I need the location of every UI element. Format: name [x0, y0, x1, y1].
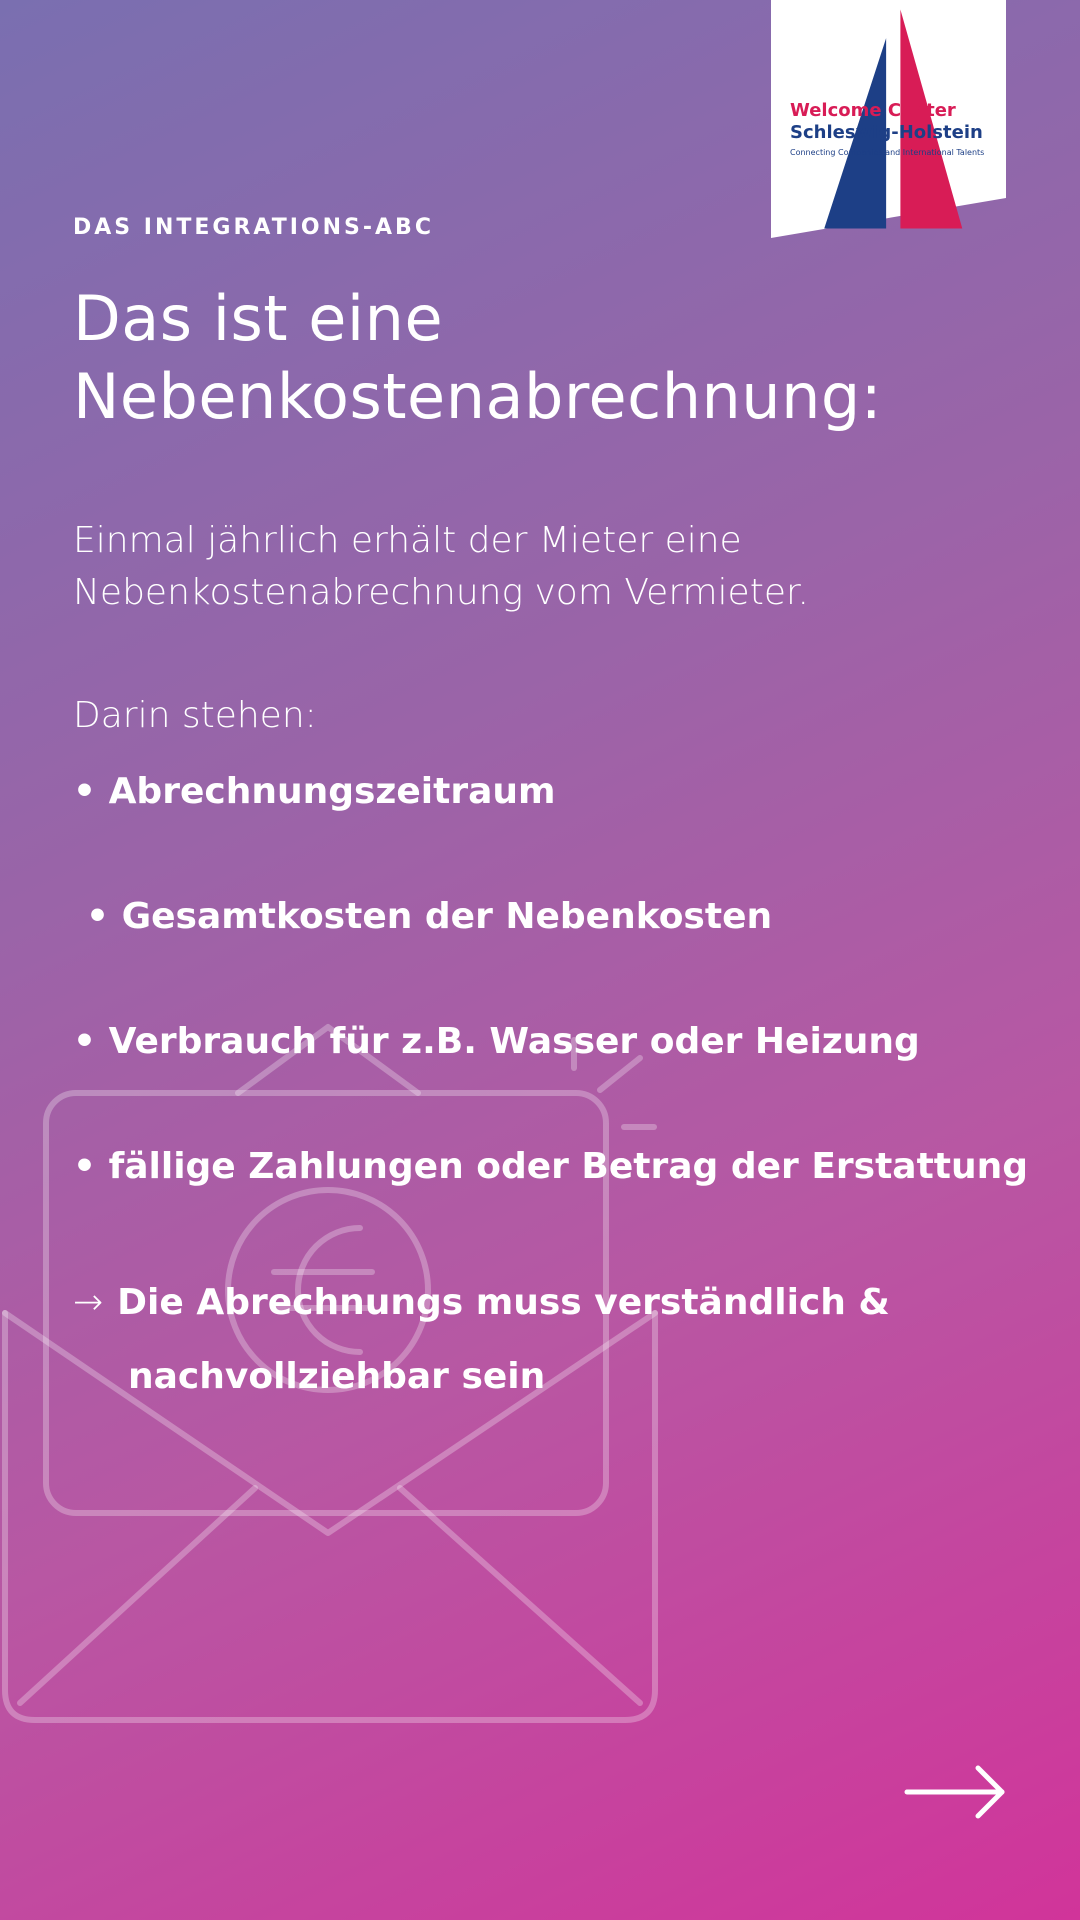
- list-item: [73, 1141, 1028, 1193]
- conclusion-line-1: [73, 1266, 890, 1340]
- logo-title-welcome-center: Welcome Center: [790, 100, 956, 121]
- list-item: [73, 766, 556, 818]
- intro-line-2: Nebenkostenabrechnung vom Vermieter.: [73, 572, 809, 613]
- bullet-dot: •: [73, 1146, 97, 1187]
- list-heading: Darin stehen:: [73, 695, 317, 736]
- list-item-text: Verbrauch für z.B. Wasser oder Heizung: [108, 1021, 920, 1062]
- list-item-text: fällige Zahlungen oder Betrag der Erstattung: [108, 1146, 1029, 1187]
- list-item: [86, 891, 772, 943]
- bullet-dot: •: [73, 771, 97, 812]
- section-kicker: DAS INTEGRATIONS-ABC: [73, 215, 434, 240]
- arrow-right-icon[interactable]: [904, 1762, 1008, 1822]
- logo-tagline: Connecting Companies and International Talents: [790, 148, 985, 157]
- conclusion-text-1: Die Abrechnungs muss verständlich &: [117, 1282, 890, 1323]
- list-item: [73, 1016, 920, 1068]
- bullet-dot: •: [73, 1021, 97, 1062]
- conclusion-line-2: nachvollziehbar sein: [128, 1356, 546, 1397]
- page-title-line-2: Nebenkostenabrechnung:: [73, 360, 883, 433]
- arrow-right-small-icon: →: [73, 1282, 104, 1323]
- bullet-dot: •: [86, 896, 110, 937]
- intro-paragraph: [73, 515, 809, 619]
- page-title: [73, 280, 882, 436]
- page-title-line-1: Das ist eine: [73, 282, 444, 355]
- list-item-text: Gesamtkosten der Nebenkosten: [121, 896, 773, 937]
- logo-title-schleswig-holstein: Schleswig-Holstein: [790, 122, 983, 143]
- conclusion-note: [73, 1266, 890, 1414]
- intro-line-1: Einmal jährlich erhält der Mieter eine: [73, 520, 742, 561]
- list-item-text: Abrechnungszeitraum: [108, 771, 556, 812]
- welcome-center-logo: [771, 0, 1006, 238]
